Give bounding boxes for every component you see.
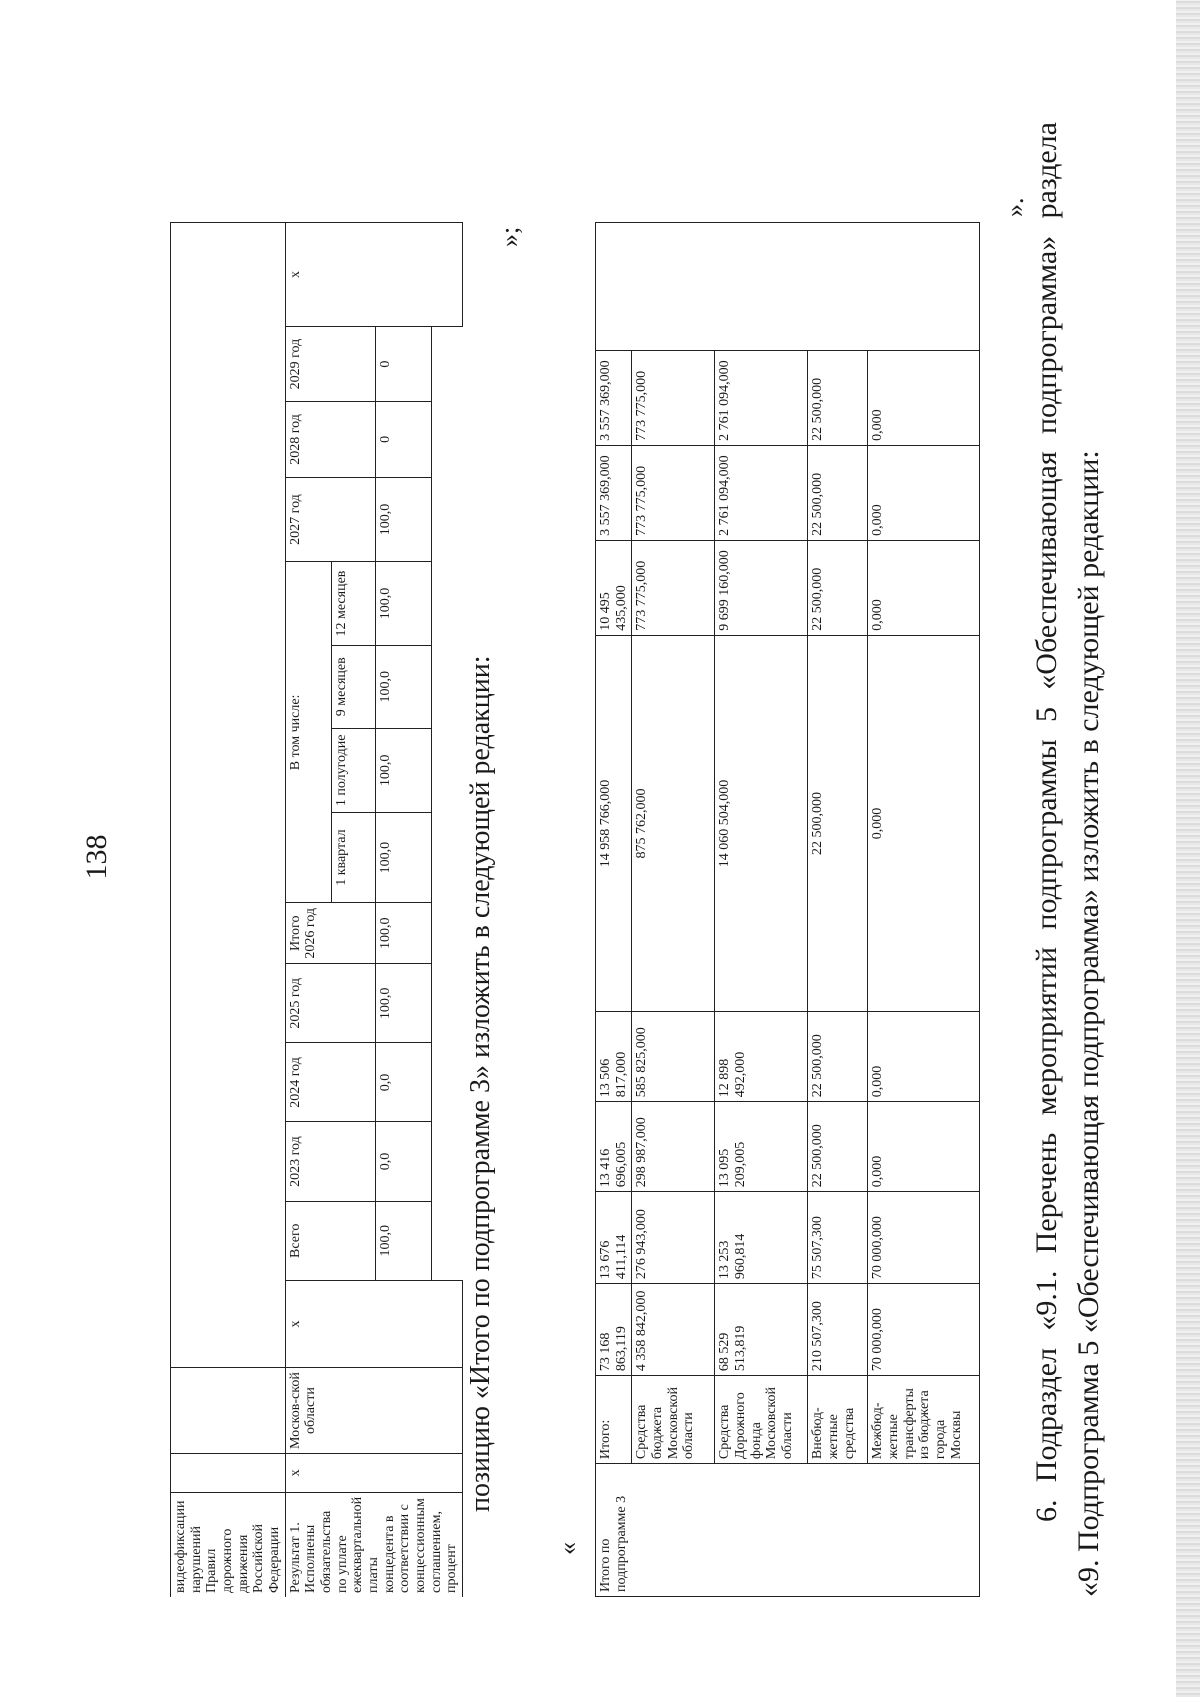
value-total: 100,0 xyxy=(376,1201,432,1280)
y2028-cell: 2 761 094,000 xyxy=(715,445,808,540)
header-q1: 1 квартал xyxy=(331,812,376,903)
header-h1: 1 полугодие xyxy=(331,728,376,812)
y2023-cell: 70 000,000 xyxy=(868,1192,980,1284)
y2027-cell: 10 495 435,000 xyxy=(596,540,632,635)
y2024-cell: 13 095 209,005 xyxy=(715,1102,808,1192)
y2027-cell: 773 775,000 xyxy=(632,540,715,635)
header-2028: 2028 год xyxy=(285,402,376,477)
y2023-cell: 276 943,000 xyxy=(632,1192,715,1284)
header-m12: 12 месяцев xyxy=(331,562,376,645)
top-row-1-label: видеофиксации нарушений Правил дорожного движения Российской Федерации xyxy=(171,1492,286,1597)
y2025-cell: 585 825,000 xyxy=(632,1012,715,1102)
y2029-cell: 22 500,000 xyxy=(808,350,868,445)
value-itogo-2026: 100,0 xyxy=(376,903,432,964)
y2027-cell: 0,000 xyxy=(868,540,980,635)
y2023-cell: 13 253 960,814 xyxy=(715,1192,808,1284)
top-row-1-empty xyxy=(171,223,286,1368)
y2024-cell: 13 416 696,005 xyxy=(596,1102,632,1192)
header-x: х xyxy=(285,223,462,327)
top-cell xyxy=(171,1368,286,1454)
header-2029: 2029 год xyxy=(285,326,376,401)
heading-text: позицию «Итого по подпрограмме 3» изложить в следующей редакции: xyxy=(465,655,496,1512)
y2023-cell: 75 507,300 xyxy=(808,1192,868,1284)
closing-quote-period: ». xyxy=(1000,197,1029,217)
total-cell: 4 358 842,000 xyxy=(632,1284,715,1376)
header-total: Всего xyxy=(285,1201,376,1280)
y2024-cell: 0,000 xyxy=(868,1102,980,1192)
y2029-cell: 2 761 094,000 xyxy=(715,350,808,445)
header-2023: 2023 год xyxy=(285,1122,376,1201)
y2025-cell: 22 500,000 xyxy=(808,1012,868,1102)
source-cell: Средства бюджета Московской области xyxy=(632,1376,715,1464)
source-cell: Средства Дорожного фонда Московской области xyxy=(715,1376,808,1464)
y2027-cell: 9 699 160,000 xyxy=(715,540,808,635)
total-cell: 73 168 863,119 xyxy=(596,1284,632,1376)
value-q1: 100,0 xyxy=(376,812,432,903)
value-2028: 0 xyxy=(376,402,432,477)
value-2023: 0,0 xyxy=(376,1122,432,1201)
bottom-label: Итого по подпрограмме 3 xyxy=(596,1464,980,1597)
y2028-cell: 22 500,000 xyxy=(808,445,868,540)
top-table-filler xyxy=(432,326,463,1280)
open-quote: « xyxy=(553,1542,582,1555)
y2026-cell: 0,000 xyxy=(868,635,980,1012)
y2027-cell: 22 500,000 xyxy=(808,540,868,635)
header-2027: 2027 год xyxy=(285,477,376,562)
value-2027: 100,0 xyxy=(376,477,432,562)
y2028-cell: 0,000 xyxy=(868,445,980,540)
y2028-cell: 773 775,000 xyxy=(632,445,715,540)
y2024-cell: 298 987,000 xyxy=(632,1102,715,1192)
paragraph-2: «9. Подпрограмма 5 «Обеспечивающая подпрограмма» изложить в следующей редакции: xyxy=(1072,450,1105,1597)
y2025-cell: 0,000 xyxy=(868,1012,980,1102)
y2026-cell: 875 762,000 xyxy=(632,635,715,1012)
top-cell xyxy=(171,1454,286,1492)
top-table xyxy=(170,222,463,1597)
y2023-cell: 13 676 411,114 xyxy=(596,1192,632,1284)
closing-quote-semicolon: »; xyxy=(495,226,524,247)
value-m9: 100,0 xyxy=(376,645,432,728)
value-2029: 0 xyxy=(376,326,432,401)
value-h1: 100,0 xyxy=(376,728,432,812)
header-in-that: В том числе: xyxy=(285,562,331,903)
paragraph-1: 6. Подраздел «9.1. Перечень мероприятий подпрограммы 5 «Обеспечивающая подпрограмма» раздела xyxy=(1030,122,1063,1522)
top-row-2-x: х xyxy=(285,1454,462,1492)
bottom-empty-col xyxy=(596,223,980,351)
y2026-cell: 22 500,000 xyxy=(808,635,868,1012)
header-2024: 2024 год xyxy=(285,1043,376,1122)
header-itogo-2026: Итого 2026 год xyxy=(285,903,376,964)
y2024-cell: 22 500,000 xyxy=(808,1102,868,1192)
top-row-2-x2: х xyxy=(285,1281,462,1368)
total-cell: 70 000,000 xyxy=(868,1284,980,1376)
y2029-cell: 3 557 369,000 xyxy=(596,350,632,445)
source-cell: Внебюд-жетные средства xyxy=(808,1376,868,1464)
source-cell: Итого: xyxy=(596,1376,632,1464)
header-m9: 9 месяцев xyxy=(331,645,376,728)
bottom-table xyxy=(595,222,980,1597)
y2026-cell: 14 958 766,000 xyxy=(596,635,632,1012)
total-cell: 68 529 513,819 xyxy=(715,1284,808,1376)
page-number: 138 xyxy=(80,834,113,880)
y2028-cell: 3 557 369,000 xyxy=(596,445,632,540)
value-m12: 100,0 xyxy=(376,562,432,645)
source-cell: Межбюд-жетные трансферты из бюджета города Москвы xyxy=(868,1376,980,1464)
y2025-cell: 12 898 492,000 xyxy=(715,1012,808,1102)
value-2024: 0,0 xyxy=(376,1043,432,1122)
y2029-cell: 0,000 xyxy=(868,350,980,445)
y2025-cell: 13 506 817,000 xyxy=(596,1012,632,1102)
top-row-2-label: Результат 1. Исполнены обязательства по уплате ежеквартальной платы концедента в соответствии с концессионным соглашением, процент xyxy=(285,1492,462,1597)
top-row-2-region: Москов-ской области xyxy=(285,1368,462,1454)
value-2025: 100,0 xyxy=(376,964,432,1043)
header-2025: 2025 год xyxy=(285,964,376,1043)
y2029-cell: 773 775,000 xyxy=(632,350,715,445)
total-cell: 210 507,300 xyxy=(808,1284,868,1376)
y2026-cell: 14 060 504,000 xyxy=(715,635,808,1012)
